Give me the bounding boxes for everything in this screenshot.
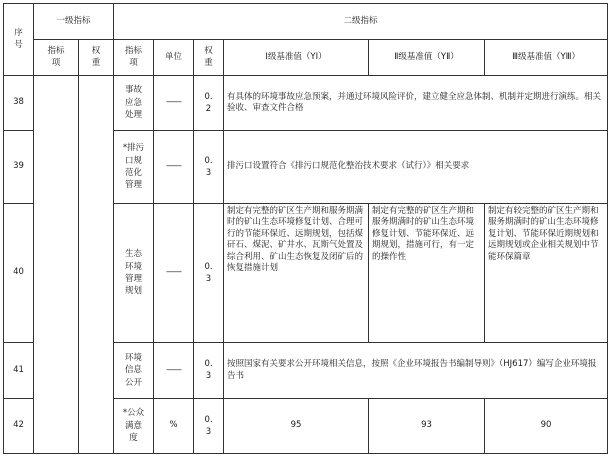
row-benchmark-2: 93 bbox=[369, 399, 485, 454]
header-l1-indicator bbox=[34, 40, 79, 76]
row-indicator-label: 生态环境管理规划 bbox=[125, 249, 143, 297]
row-seq: 38 bbox=[4, 76, 34, 131]
row-indicator bbox=[114, 76, 154, 131]
row-weight-label: 0.2 bbox=[204, 91, 213, 114]
row-weight bbox=[194, 76, 224, 131]
row-benchmark-1: 95 bbox=[224, 399, 369, 454]
row-benchmark-1: 制定有完整的矿区生产期和服务期满时的矿山生态环境修复计划、合理可行的节能环保近、远期规划，包括煤矸石、煤泥、矿井水、瓦斯气处置及综合利用、矿山生态恢复及闭矿后的恢复措施计划 bbox=[224, 204, 369, 343]
l1-weight-cell bbox=[79, 76, 114, 454]
row-weight-label: 0.3 bbox=[204, 261, 213, 284]
header-l1-indicator-label: 指标项 bbox=[47, 46, 65, 69]
header-l1-weight-label: 权重 bbox=[91, 46, 101, 69]
row-seq: 40 bbox=[4, 204, 34, 343]
row-benchmark-merged: 按照国家有关要求公开环境相关信息，按照《企业环境报告书编制导则》（HJ617）编写企业环境报告书 bbox=[224, 343, 608, 399]
row-indicator bbox=[114, 204, 154, 343]
row-unit: —— bbox=[154, 343, 194, 399]
header-seq-label: 序号 bbox=[14, 28, 23, 51]
row-unit: —— bbox=[154, 131, 194, 204]
table-row bbox=[4, 76, 608, 131]
header-level2-group: 二级指标 bbox=[114, 4, 608, 40]
row-benchmark-3: 90 bbox=[485, 399, 608, 454]
header-benchmark-3: Ⅲ级基准值（YⅢ） bbox=[485, 40, 608, 76]
row-weight bbox=[194, 131, 224, 204]
row-weight-label: 0.3 bbox=[204, 155, 213, 178]
header-l2-weight bbox=[194, 40, 224, 76]
row-indicator-label: 环境信息公开 bbox=[125, 352, 143, 388]
row-benchmark-merged: 有具体的环境事故应急预案，并通过环境风险评价，建立健全应急体制、机制并定期进行演练。相关验收、审查文件合格 bbox=[224, 76, 608, 131]
row-seq: 41 bbox=[4, 343, 34, 399]
header-l2-indicator bbox=[114, 40, 154, 76]
row-unit: —— bbox=[154, 76, 194, 131]
header-level1-group: 一级指标 bbox=[34, 4, 114, 40]
row-benchmark-merged: 排污口设置符合《排污口规范化整治技术要求（试行）》相关要求 bbox=[224, 131, 608, 204]
row-weight bbox=[194, 399, 224, 454]
row-indicator bbox=[114, 399, 154, 454]
row-seq: 39 bbox=[4, 131, 34, 204]
l1-indicator-cell bbox=[34, 76, 79, 454]
row-seq: 42 bbox=[4, 399, 34, 454]
row-weight-label: 0.3 bbox=[204, 359, 213, 382]
row-indicator-label: *排污口规范化管理 bbox=[122, 143, 145, 191]
header-seq bbox=[4, 4, 34, 76]
row-indicator-label: 事故应急处理 bbox=[125, 85, 143, 121]
header-l2-unit: 单位 bbox=[154, 40, 194, 76]
row-unit: —— bbox=[154, 204, 194, 343]
row-indicator-label: *公众满意度 bbox=[122, 408, 145, 444]
row-weight bbox=[194, 204, 224, 343]
header-benchmark-1: Ⅰ级基准值（YⅠ） bbox=[224, 40, 369, 76]
row-indicator bbox=[114, 131, 154, 204]
row-weight bbox=[194, 343, 224, 399]
row-unit: % bbox=[154, 399, 194, 454]
row-indicator bbox=[114, 343, 154, 399]
row-weight-label: 0.3 bbox=[204, 414, 213, 437]
row-benchmark-3: 制定有较完整的矿区生产期和服务期满时的矿山生态环境修复计划、节能环保近期规划和远期规划或企业相关规划中节能环保篇章 bbox=[485, 204, 608, 343]
header-l1-weight bbox=[79, 40, 114, 76]
header-l2-indicator-label: 指标项 bbox=[125, 46, 143, 69]
header-l2-weight-label: 权重 bbox=[204, 46, 213, 69]
header-benchmark-2: Ⅱ级基准值（YⅡ） bbox=[369, 40, 485, 76]
row-benchmark-2: 制定有完整的矿区生产期和服务期满时的矿山生态环境修复计划、节能环保近、远期规划，措施可行，有一定的操作性 bbox=[369, 204, 485, 343]
indicator-table bbox=[3, 3, 608, 454]
